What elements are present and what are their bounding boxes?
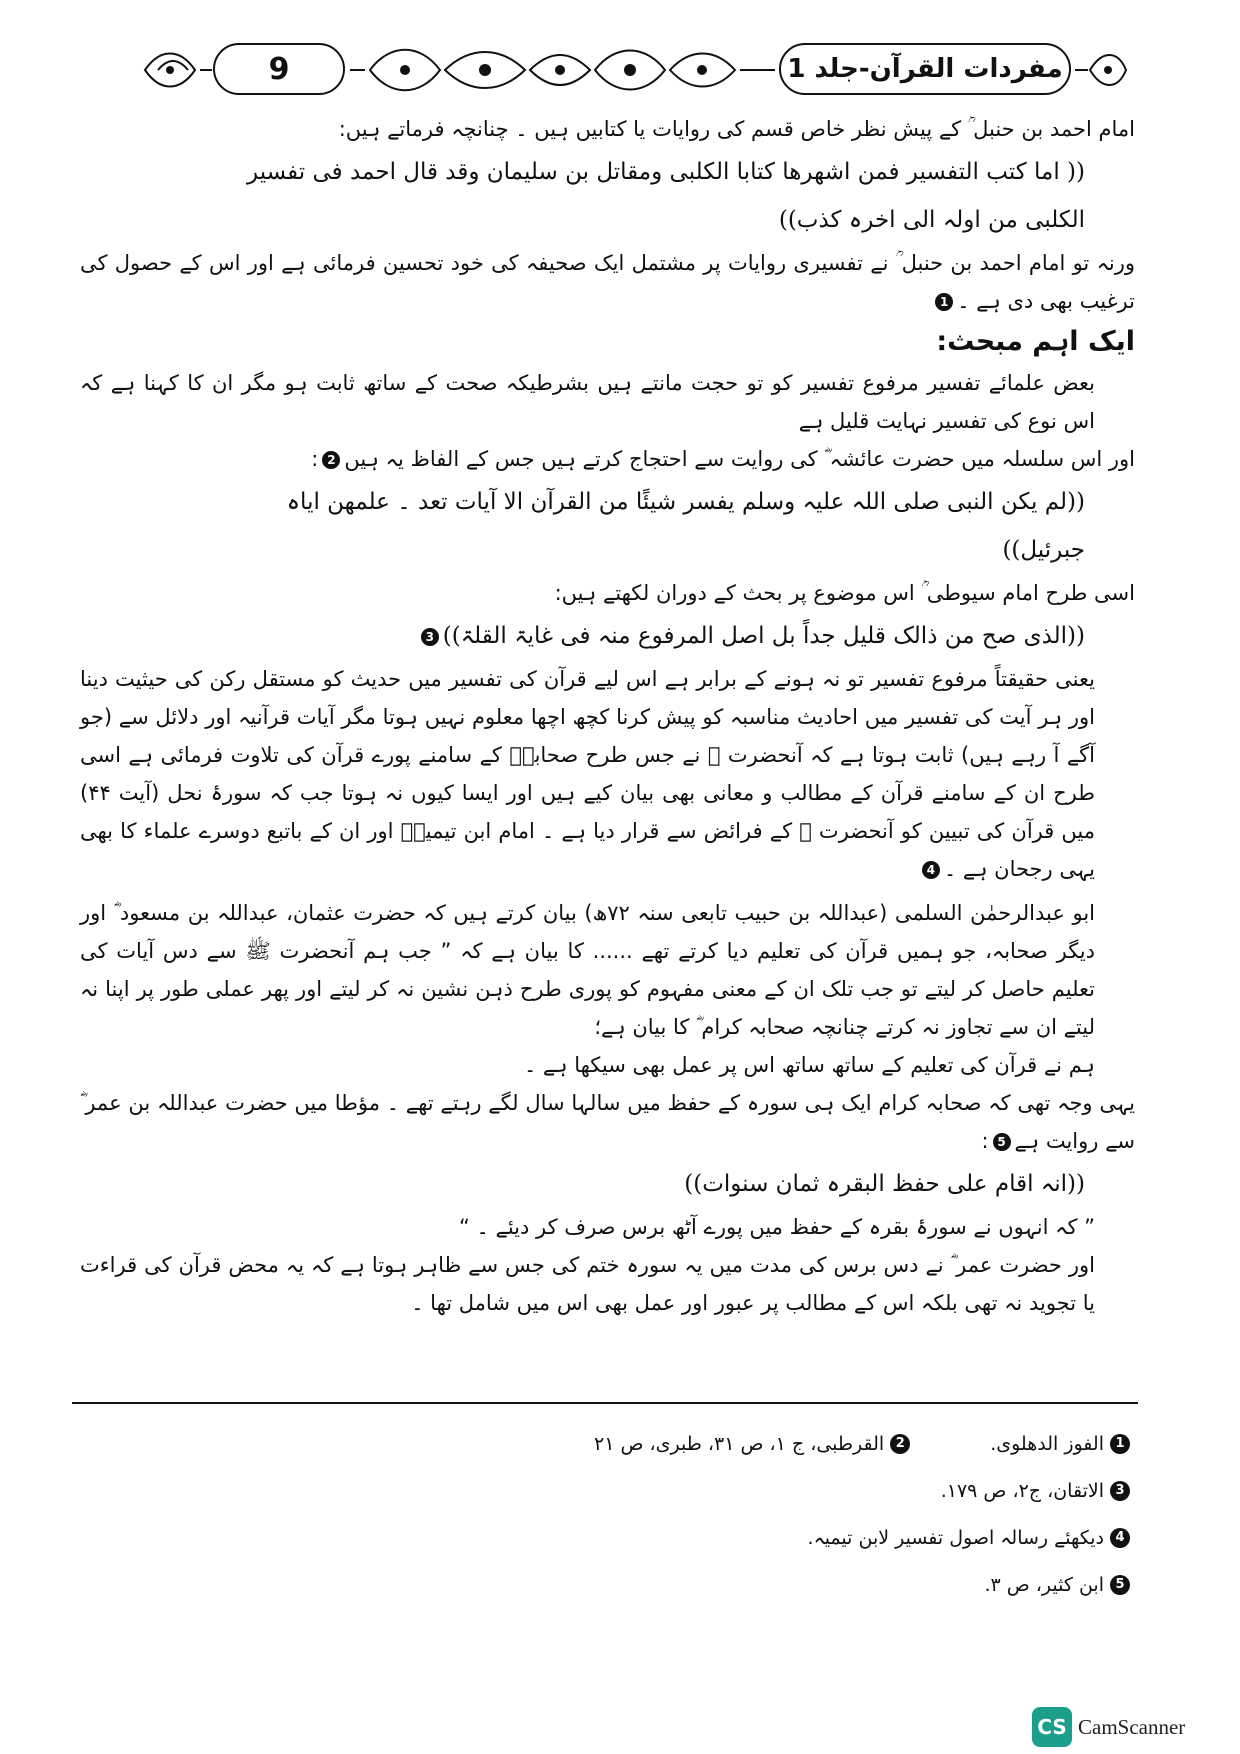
paragraph (80, 660, 1135, 888)
arabic-quote-text: ((الذی صح من ذالک قلیل جداً بل اصل المرفوع منہ فی غایۃ القلۃ)) (442, 623, 1085, 649)
footnote-ref: 4 (922, 861, 940, 879)
footnote-number: 4 (1110, 1528, 1130, 1548)
arabic-quote: الکلبی من اولہ الی اخرہ کذب)) (778, 207, 1085, 233)
page-body (80, 110, 1135, 1322)
footnote-row (120, 1420, 1130, 1467)
paragraph-text: ورنہ تو امام احمد بن حنبل ؒ نے تفسیری روایات پر مشتمل ایک صحیفہ کی خود تحسین فرمائی ہے اور اس کے حصول کی ترغیب بھی دی ہے ۔ (80, 251, 1135, 313)
paragraph: بعض علمائے تفسیر مرفوع تفسیر کو تو حجت مانتے ہیں بشرطیکہ صحت کے ساتھ ثابت ہو مگر ان کا کہنا ہے کہ اس نوع کی تفسیر نہایت قلیل ہے (80, 371, 1095, 433)
footnote (984, 1574, 1130, 1596)
camscanner-watermark (1032, 1705, 1185, 1749)
paragraph: اور اس سلسلہ میں حضرت عائشہ ؓ کی روایت سے احتجاج کرتے ہیں جس کے الفاظ یہ ہیں2: (311, 447, 1135, 471)
paragraph: ہم نے قرآن کی تعلیم کے ساتھ ساتھ اس پر عمل بھی سیکھا ہے ۔ (523, 1053, 1095, 1077)
footnote-text: ابن کثیر، ص ۳. (984, 1573, 1104, 1596)
paragraph: اسی طرح امام سیوطی ؒ اس موضوع پر بحث کے دوران لکھتے ہیں: (554, 581, 1135, 605)
footnote (808, 1527, 1130, 1549)
paragraph: یہی وجہ تھی کہ صحابہ کرام ایک ہی سورہ کے حفظ میں سالہا سال لگے رہتے تھے ۔ مؤطا میں حضرت عبداللہ بن عمر ؓ سے روایت ہے5: (80, 1091, 1135, 1153)
arabic-quote: (( اما کتب التفسیر فمن اشھرھا کتابا الکلبی ومقاتل بن سلیمان وقد قال احمد فی تفسیر (247, 159, 1085, 185)
footnote-text: القرطبی، ج ۱، ص ۳۱، طبری، ص ۲۱ (594, 1432, 885, 1455)
paragraph: اور حضرت عمر ؓ نے دس برس کی مدت میں یہ سورہ ختم کی جس سے ظاہر ہوتا ہے کہ یہ محض قرآن کی قراءت یا تجوید نہ تھی بلکہ اس کے مطالب پر عبور اور عمل بھی اس میں شامل تھا ۔ (80, 1253, 1095, 1315)
footnote (990, 1433, 1130, 1455)
camscanner-text: CamScanner (1078, 1714, 1186, 1739)
footnote-ref: 1 (935, 293, 953, 311)
footnote-ref: 2 (322, 451, 340, 469)
section-heading: ایک اہم مبحث: (936, 326, 1135, 357)
footnote-row (120, 1561, 1130, 1608)
footnote-number: 2 (890, 1434, 910, 1454)
paragraph (80, 244, 1135, 320)
footnote-number: 5 (1110, 1575, 1130, 1595)
book-title: مفردات القرآن-جلد 1 (787, 54, 1063, 84)
footnote-ref: 3 (421, 628, 439, 646)
arabic-quote: ((لم یکن النبی صلی اللہ علیہ وسلم یفسر شیئًا من القرآن الا آیات تعد ۔ علمھن ایاہ (286, 489, 1085, 515)
footnote-text: دیکھئے رسالہ اصول تفسیر لابن تیمیہ. (807, 1526, 1104, 1549)
paragraph-text: اور اس سلسلہ میں حضرت عائشہ ؓ کی روایت سے احتجاج کرتے ہیں جس کے الفاظ یہ ہیں (344, 447, 1135, 471)
footnote (941, 1480, 1130, 1502)
footnote-number: 3 (1110, 1481, 1130, 1501)
footnote-text: الاتقان، ج۲، ص ۱۷۹. (940, 1479, 1104, 1502)
footnote-row (120, 1514, 1130, 1561)
footnote (594, 1433, 910, 1455)
footnote-row (120, 1467, 1130, 1514)
footnote-divider (72, 1402, 1138, 1404)
paragraph: ” کہ انہوں نے سورۂ بقرہ کے حفظ میں پورے آٹھ برس صرف کر دیئے ۔ “ (459, 1215, 1095, 1239)
page-number: 9 (268, 51, 290, 87)
arabic-quote: ((انہ اقام علی حفظ البقرہ ثمان سنوات)) (684, 1171, 1085, 1197)
footnotes (120, 1420, 1130, 1608)
paragraph-text: یہی وجہ تھی کہ صحابہ کرام ایک ہی سورہ کے حفظ میں سالہا سال لگے رہتے تھے ۔ مؤطا میں حضرت عبداللہ بن عمر ؓ سے روایت ہے (80, 1091, 1135, 1153)
paragraph-text: یعنی حقیقتاً مرفوع تفسیر تو نہ ہونے کے برابر ہے اس لیے قرآن کی تفسیر میں حدیث کو مستقل رکن کی حیثیت دینا اور ہر آیت کی تفسیر میں احادیث مناسبہ کو پیش کرنا کچھ اچھا معلوم نہیں ہوتا مگر آیات قرآنیہ اور دلائل سے (جو آگے آ رہے ہیں) ثابت ہوتا ہے کہ آنحضرت ﷺ نے جس طرح صحابہؓ کے سامنے پورے قرآن کی تلاوت فرمائی ہے اسی طرح ان کے سامنے قرآن کے مطالب و معانی بھی بیان کیے ہیں اور ایسا کیوں نہ ہوتا جب کہ سورۂ نحل (آیت ۴۴) میں قرآن کی تبیین کو آنحضرت ﷺ کے فرائض سے قرار دیا ہے ۔ امام ابن تیمیہؒ اور ان کے باتبع دوسرے علماء کا بھی یہی رجحان ہے ۔ (80, 667, 1095, 881)
arabic-quote: جبرئیل)) (1002, 537, 1085, 563)
footnote-ref: 5 (993, 1133, 1011, 1151)
footnote-text: الفوز الدھلوی. (990, 1432, 1104, 1455)
page-header (140, 38, 1130, 102)
camscanner-logo-icon: CS (1032, 1707, 1072, 1747)
arabic-quote (80, 612, 1135, 660)
footnote-number: 1 (1110, 1434, 1130, 1454)
paragraph: ابو عبدالرحمٰن السلمی (عبداللہ بن حبیب تابعی سنہ ۷۲ھ) بیان کرتے ہیں کہ حضرت عثمان، عبداللہ بن مسعود ؓ اور دیگر صحابہ، جو ہمیں قرآن کی تعلیم دیا کرتے تھے ...... کا بیان ہے کہ ” جب ہم آنحضرت ﷺ سے دس آیات کی تعلیم حاصل کر لیتے تو جب تلک ان کے معنی مفہوم کو پوری طرح ذہن نشین نہ کر لیتے اور پھر عملی طور پر اپنا نہ لیتے ان سے تجاوز نہ کرتے چنانچہ صحابہ کرام ؓ کا بیان ہے؛ (80, 901, 1096, 1039)
paragraph: امام احمد بن حنبل ؒ کے پیش نظر خاص قسم کی روایات یا کتابیں ہیں ۔ چنانچہ فرماتے ہیں: (338, 117, 1135, 141)
